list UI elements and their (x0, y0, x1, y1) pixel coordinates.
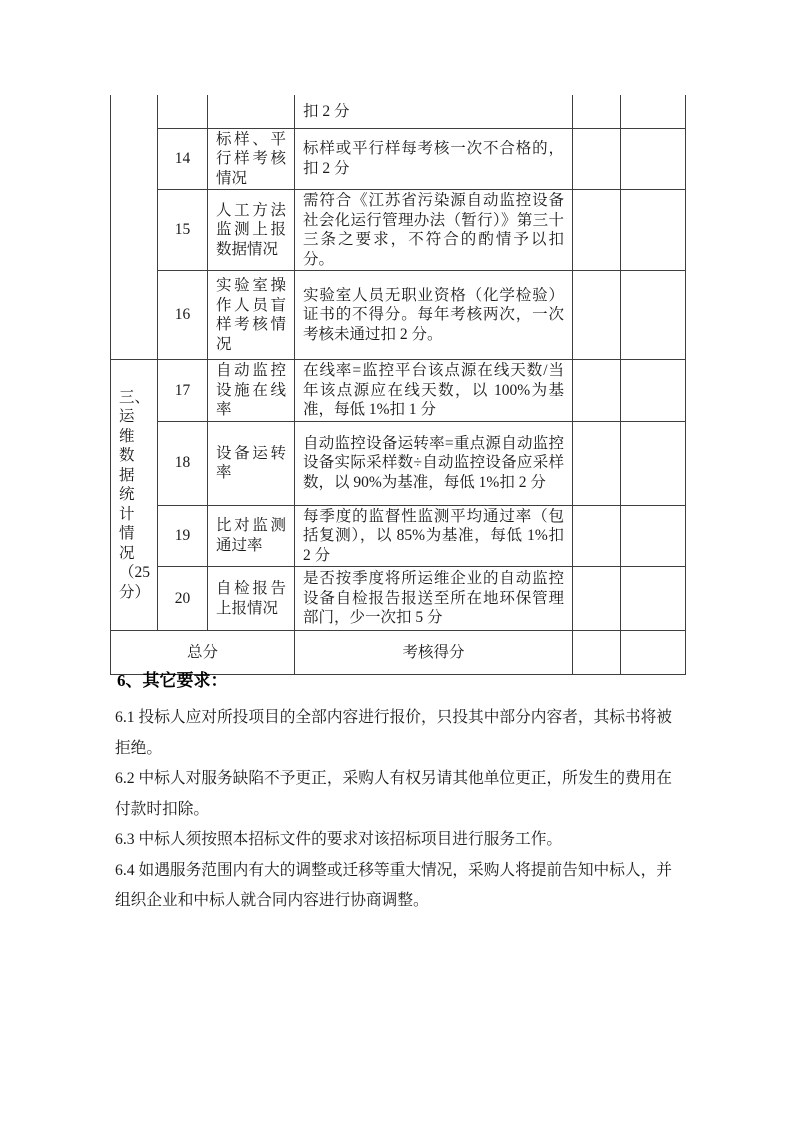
row-number-cell: 19 (158, 505, 208, 567)
requirement-paragraph: 6.2 中标人对服务缺陷不予更正，采购人有权另请其他单位更正，所发生的费用在付款时扣除。 (115, 770, 672, 818)
table-row (111, 128, 686, 190)
total-label-cell: 总分 (111, 631, 295, 675)
score-cell-empty (621, 360, 686, 422)
requirement-paragraph: 6.1 投标人应对所投项目的全部内容进行报价，只投其中部分内容者，其标书将被拒绝。 (115, 709, 672, 757)
score-cell-empty (621, 190, 686, 271)
score-cell-empty (621, 631, 686, 675)
score-cell-empty (573, 190, 621, 271)
score-cell-empty (573, 421, 621, 505)
other-requirements-section (115, 671, 672, 917)
category-cell-section3: 三、运维数据统计情况（25分） (111, 360, 158, 631)
criteria-cell: 实验室人员无职业资格（化学检验）证书的不得分。每年考核两次，一次考核未通过扣 2 分。 (295, 271, 573, 360)
row-number-cell: 14 (158, 128, 208, 190)
row-number-cell: 20 (158, 567, 208, 631)
assessment-table (110, 95, 686, 675)
requirement-paragraph: 6.4 如遇服务范围内有大的调整或迁移等重大情况，采购人将提前告知中标人，并组织企业和中标人就合同内容进行协商调整。 (115, 861, 672, 909)
item-name-cell: 自动监控设施在线率 (208, 360, 295, 422)
criteria-cell: 标样或平行样每考核一次不合格的，扣 2 分 (295, 128, 573, 190)
score-cell-empty (621, 421, 686, 505)
item-name-cell (208, 95, 295, 128)
table-row (111, 360, 686, 422)
score-cell-empty (573, 631, 621, 675)
item-name-cell: 自检报告上报情况 (208, 567, 295, 631)
section-heading: 6、其它要求： (117, 671, 228, 690)
row-number-cell: 17 (158, 360, 208, 422)
criteria-cell: 需符合《江苏省污染源自动监控设备社会化运行管理办法（暂行）》第三十三条之要求，不符合的酌情予以扣分。 (295, 190, 573, 271)
score-label-cell: 考核得分 (295, 631, 573, 675)
table-row (111, 190, 686, 271)
criteria-cell: 自动监控设备运转率=重点源自动监控设备实际采样数÷自动监控设备应采样数，以 90%为基准，每低 1%扣 2 分 (295, 421, 573, 505)
requirement-paragraph: 6.3 中标人须按照本招标文件的要求对该招标项目进行服务工作。 (115, 831, 563, 848)
score-cell-empty (621, 95, 686, 128)
row-number-cell: 16 (158, 271, 208, 360)
item-name-cell: 实验室操作人员盲样考核情况 (208, 271, 295, 360)
category-cell-carryover (111, 95, 158, 360)
score-cell-empty (621, 567, 686, 631)
row-number-cell (158, 95, 208, 128)
score-cell-empty (621, 505, 686, 567)
table-row (111, 505, 686, 567)
score-cell-empty (621, 271, 686, 360)
score-cell-empty (621, 128, 686, 190)
row-number-cell: 18 (158, 421, 208, 505)
criteria-cell: 扣 2 分 (295, 95, 573, 128)
table-row (111, 95, 686, 128)
score-cell-empty (573, 567, 621, 631)
score-cell-empty (573, 360, 621, 422)
item-name-cell: 设备运转率 (208, 421, 295, 505)
table-row (111, 421, 686, 505)
table-row (111, 271, 686, 360)
row-number-cell: 15 (158, 190, 208, 271)
criteria-cell: 在线率=监控平台该点源在线天数/当年该点源应在线天数，以 100%为基准，每低 1%扣 1 分 (295, 360, 573, 422)
score-cell-empty (573, 128, 621, 190)
table-row-total (111, 631, 686, 675)
item-name-cell: 比对监测通过率 (208, 505, 295, 567)
item-name-cell: 人工方法监测上报数据情况 (208, 190, 295, 271)
score-cell-empty (573, 95, 621, 128)
table-row (111, 567, 686, 631)
criteria-cell: 每季度的监督性监测平均通过率（包括复测），以 85%为基准，每低 1%扣 2 分 (295, 505, 573, 567)
item-name-cell: 标样、平行样考核情况 (208, 128, 295, 190)
score-cell-empty (573, 271, 621, 360)
score-cell-empty (573, 505, 621, 567)
criteria-cell: 是否按季度将所运维企业的自动监控设备自检报告报送至所在地环保管理部门，少一次扣 5 分 (295, 567, 573, 631)
